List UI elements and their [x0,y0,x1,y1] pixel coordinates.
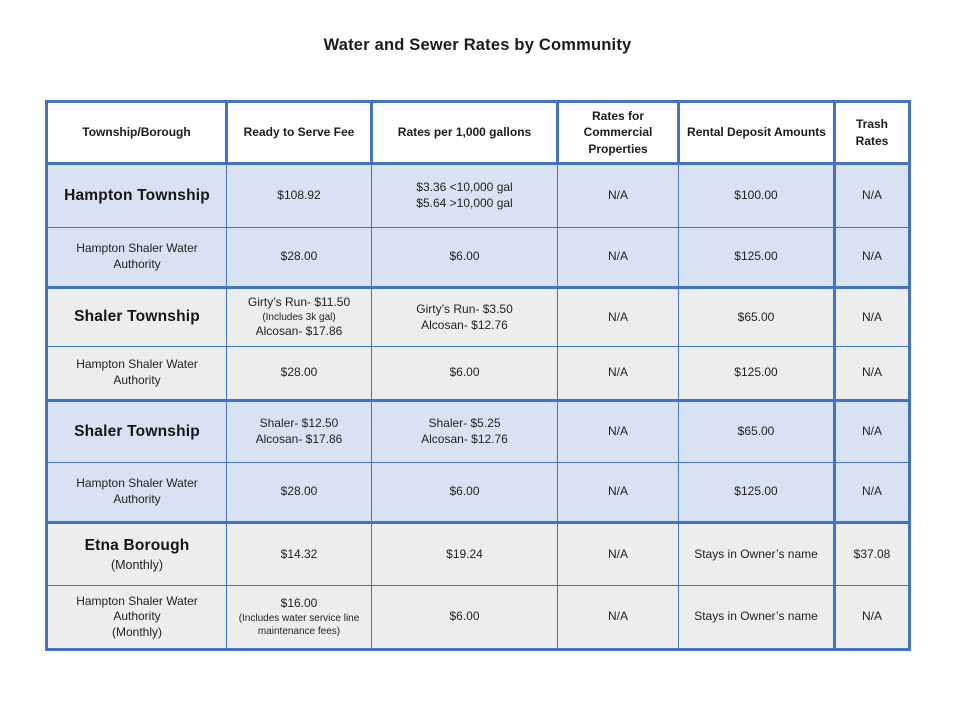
cell-ready-to-serve-fee [227,164,372,228]
cell-text-line: Alcosan- $12.76 [421,432,508,446]
column-header-rates-per-1000-gallons: Rates per 1,000 gallons [372,102,558,164]
cell-township-borough [47,586,227,650]
table-row [47,347,910,401]
column-header-trash-rates: Trash Rates [835,102,910,164]
cell-rates-per-1000-gallons [372,586,558,650]
cell-text-line: N/A [861,188,882,203]
cell-ready-to-serve-fee [227,288,372,347]
rates-table-body [47,164,910,650]
cell-ready-to-serve-fee [227,228,372,288]
cell-township-borough [47,164,227,228]
cell-rental-deposit [679,164,835,228]
cell-rates-per-1000-gallons [372,523,558,586]
cell-trash-rates [835,586,910,650]
cell-township-borough [47,523,227,586]
cell-trash-rates [835,523,910,586]
cell-text-line: $125.00 [734,365,778,380]
cell-trash-rates [835,164,910,228]
cell-text-line: N/A [861,249,882,264]
cell-text-line: $108.92 [277,188,321,203]
cell-text-line: Hampton Township [64,186,210,204]
cell-ready-to-serve-fee [227,586,372,650]
page-title: Water and Sewer Rates by Community [323,36,632,54]
cell-rental-deposit [679,288,835,347]
cell-text-line: N/A [607,484,628,499]
cell-text-line: Alcosan- $17.86 [255,324,343,338]
cell-text-line: Shaler- $5.25 [428,416,501,431]
cell-text-line: N/A [861,309,882,324]
cell-rates-per-1000-gallons [372,164,558,228]
cell-text-line: $65.00 [737,309,775,324]
cell-text-line: $100.00 [734,188,778,203]
cell-text-line: $14.32 [280,546,318,561]
cell-text-line: Alcosan- $17.86 [255,432,343,446]
table-row [47,401,910,463]
cell-text-line: Girty’s Run- $11.50 [247,295,351,310]
cell-township-borough [47,228,227,288]
table-row [47,228,910,288]
header-row [47,102,910,164]
cell-commercial-rates [558,523,679,586]
cell-text-line: N/A [861,609,882,624]
cell-commercial-rates [558,288,679,347]
cell-commercial-rates [558,164,679,228]
cell-text-line: Hampton Shaler Water Authority [76,357,198,387]
cell-commercial-rates [558,347,679,401]
cell-text-line: $37.08 [853,546,891,561]
cell-text-line: $28.00 [280,365,318,380]
cell-text-line: Shaler Township [74,308,200,326]
cell-rental-deposit [679,463,835,523]
cell-text-line: Hampton Shaler Water Authority [76,476,198,506]
cell-text-line: $28.00 [280,484,318,499]
cell-text-line: Girty’s Run- $3.50 [416,301,513,316]
cell-text-line: Shaler Township [74,422,200,440]
table-row [47,523,910,586]
cell-text-line: N/A [861,424,882,439]
cell-trash-rates [835,228,910,288]
cell-ready-to-serve-fee [227,463,372,523]
cell-township-borough [47,463,227,523]
cell-rates-per-1000-gallons [372,228,558,288]
table-row [47,288,910,347]
cell-text-line: $6.00 [449,484,480,499]
table-row [47,164,910,228]
cell-rental-deposit [679,523,835,586]
cell-text-line: Hampton Shaler Water Authority [76,593,198,624]
cell-trash-rates [835,463,910,523]
cell-trash-rates [835,401,910,463]
cell-text-line: $16.00 [280,596,318,611]
cell-text-line: $5.64 >10,000 gal [416,196,513,210]
cell-text-line: N/A [607,546,628,561]
cell-commercial-rates [558,401,679,463]
table-row [47,586,910,650]
cell-rates-per-1000-gallons [372,463,558,523]
cell-text-line: $19.24 [446,546,483,561]
cell-rates-per-1000-gallons [372,347,558,401]
cell-text-line: N/A [861,484,882,499]
cell-text-line: (Monthly) [111,624,162,639]
cell-rental-deposit [679,228,835,288]
cell-text-line: N/A [607,309,628,324]
cell-commercial-rates [558,586,679,650]
table-header [47,102,910,164]
cell-rental-deposit [679,401,835,463]
cell-commercial-rates [558,463,679,523]
table-row [47,463,910,523]
column-header-ready-to-serve-fee: Ready to Serve Fee [227,102,372,164]
cell-ready-to-serve-fee [227,401,372,463]
cell-text-line: $3.36 <10,000 gal [416,180,513,195]
cell-text-line: N/A [607,424,628,439]
cell-commercial-rates [558,228,679,288]
water-sewer-rates-table [45,100,911,651]
cell-text-line: $6.00 [449,249,480,264]
cell-text-line: N/A [607,249,628,264]
cell-text-line: N/A [607,609,628,624]
cell-text-line: Stays in Owner’s name [694,609,818,624]
cell-text-line: (Includes 3k gal) [262,312,336,323]
cell-township-borough [47,347,227,401]
cell-text-line: Alcosan- $12.76 [421,317,508,332]
cell-trash-rates [835,288,910,347]
cell-text-line: $125.00 [734,249,778,264]
cell-text-line: Hampton Shaler Water Authority [76,241,198,271]
cell-rates-per-1000-gallons [372,401,558,463]
cell-text-line: $28.00 [280,249,318,264]
cell-rental-deposit [679,586,835,650]
cell-rates-per-1000-gallons [372,288,558,347]
cell-text-line: N/A [861,365,882,380]
cell-text-line: Shaler- $12.50 [259,416,339,431]
cell-text-line: N/A [607,188,628,203]
cell-rental-deposit [679,347,835,401]
cell-text-line: $6.00 [449,609,480,624]
cell-text-line: N/A [607,365,628,380]
cell-text-line: $65.00 [737,424,775,439]
cell-text-line: (Monthly) [110,557,164,572]
cell-text-line: Stays in Owner’s name [694,546,818,561]
cell-ready-to-serve-fee [227,523,372,586]
cell-township-borough [47,288,227,347]
cell-trash-rates [835,347,910,401]
cell-text-line: $6.00 [449,365,480,380]
cell-text-line: (Includes water service line maintenance fees) [238,612,360,637]
column-header-township-borough: Township/Borough [47,102,227,164]
column-header-rental-deposit: Rental Deposit Amounts [679,102,835,164]
cell-text-line: Etna Borough [84,536,190,554]
cell-ready-to-serve-fee [227,347,372,401]
column-header-commercial-rates: Rates for Commercial Properties [558,102,679,164]
cell-township-borough [47,401,227,463]
cell-text-line: $125.00 [734,484,778,499]
